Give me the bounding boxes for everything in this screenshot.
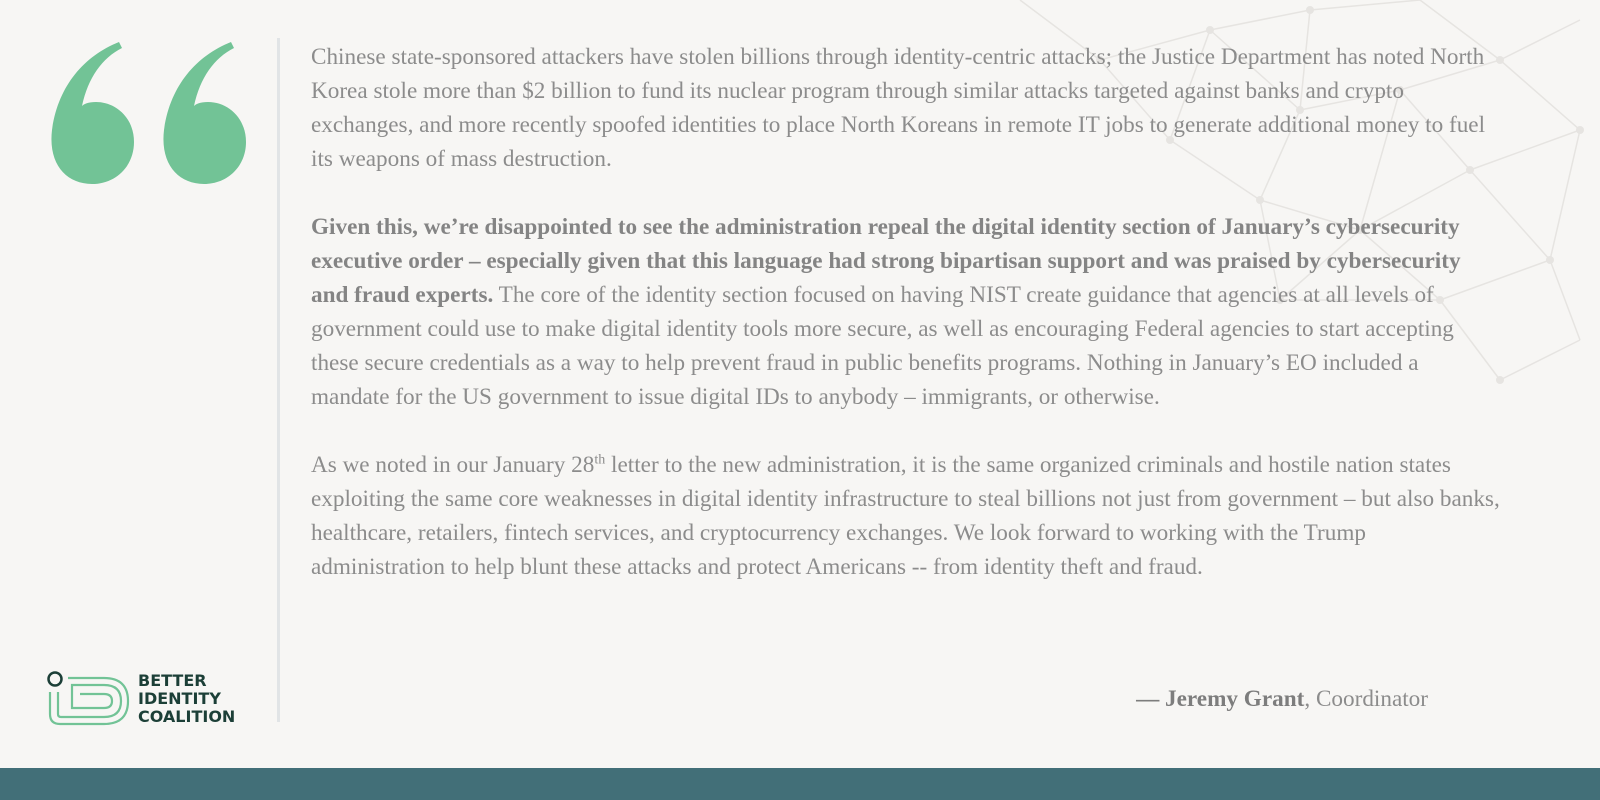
attribution xyxy=(1136,686,1428,713)
ordinal-suffix: th xyxy=(594,452,606,468)
attribution-role: , Coordinator xyxy=(1304,686,1428,712)
attribution-dash: — xyxy=(1136,686,1166,712)
quote-body xyxy=(311,40,1501,618)
id-logo-icon xyxy=(46,670,132,728)
logo-line-1: BETTER xyxy=(138,671,207,690)
open-quote-icon xyxy=(44,38,254,188)
footer-bar xyxy=(0,768,1600,800)
quote-paragraph-1 xyxy=(311,40,1501,176)
quote-paragraph-3-start: As we noted in our January 28 xyxy=(311,452,595,478)
quote-paragraph-2-text: The core of the identity section focused on having NIST create guidance that agencies at all levels of government could use to make digital identity tools more secure, as well as encouraging Federal agencies to start accepting these secure credentials as a way to help prevent fraud in public benefits programs. Nothing in January’s EO included a mandate for the US government to issue digital IDs to anybody – immigrants, or otherwise. xyxy=(311,282,1454,410)
attribution-name: Jeremy Grant xyxy=(1165,686,1305,712)
quote-paragraph-2-bold: Given this, we’re disappointed to see the administration repeal the digital identity section of January’s cybersecurity executive order – especially given that this language had strong bipartisan support and was praised by cybersecurity and fraud experts. xyxy=(311,214,1461,308)
quote-paragraph-3 xyxy=(311,448,1501,584)
quote-paragraph-3-text: letter to the new administration, it is the same organized criminals and hostile nation states exploiting the same core weaknesses in digital identity infrastructure to steal billions not just from government – but also banks, healthcare, retailers, fintech services, and cryptocurrency exchanges. We look forward to working with the Trump administration to help blunt these attacks and protect Americans -- from identity theft and fraud. xyxy=(311,452,1500,580)
logo-line-2: IDENTITY xyxy=(138,689,221,708)
logo-wordmark xyxy=(138,672,235,726)
quote-paragraph-1-text: Chinese state-sponsored attackers have stolen billions through identity-centric attacks; the Justice Department has noted North Korea stole more than $2 billion to fund its nuclear program through similar attacks targeted against banks and crypto exchanges, and more recently spoofed identities to place North Koreans in remote IT jobs to generate additional money to fuel its weapons of mass destruction. xyxy=(311,44,1486,172)
quote-paragraph-2 xyxy=(311,210,1501,414)
logo-line-3: COALITION xyxy=(138,707,236,726)
organization-logo xyxy=(46,670,235,728)
vertical-divider xyxy=(277,38,280,722)
